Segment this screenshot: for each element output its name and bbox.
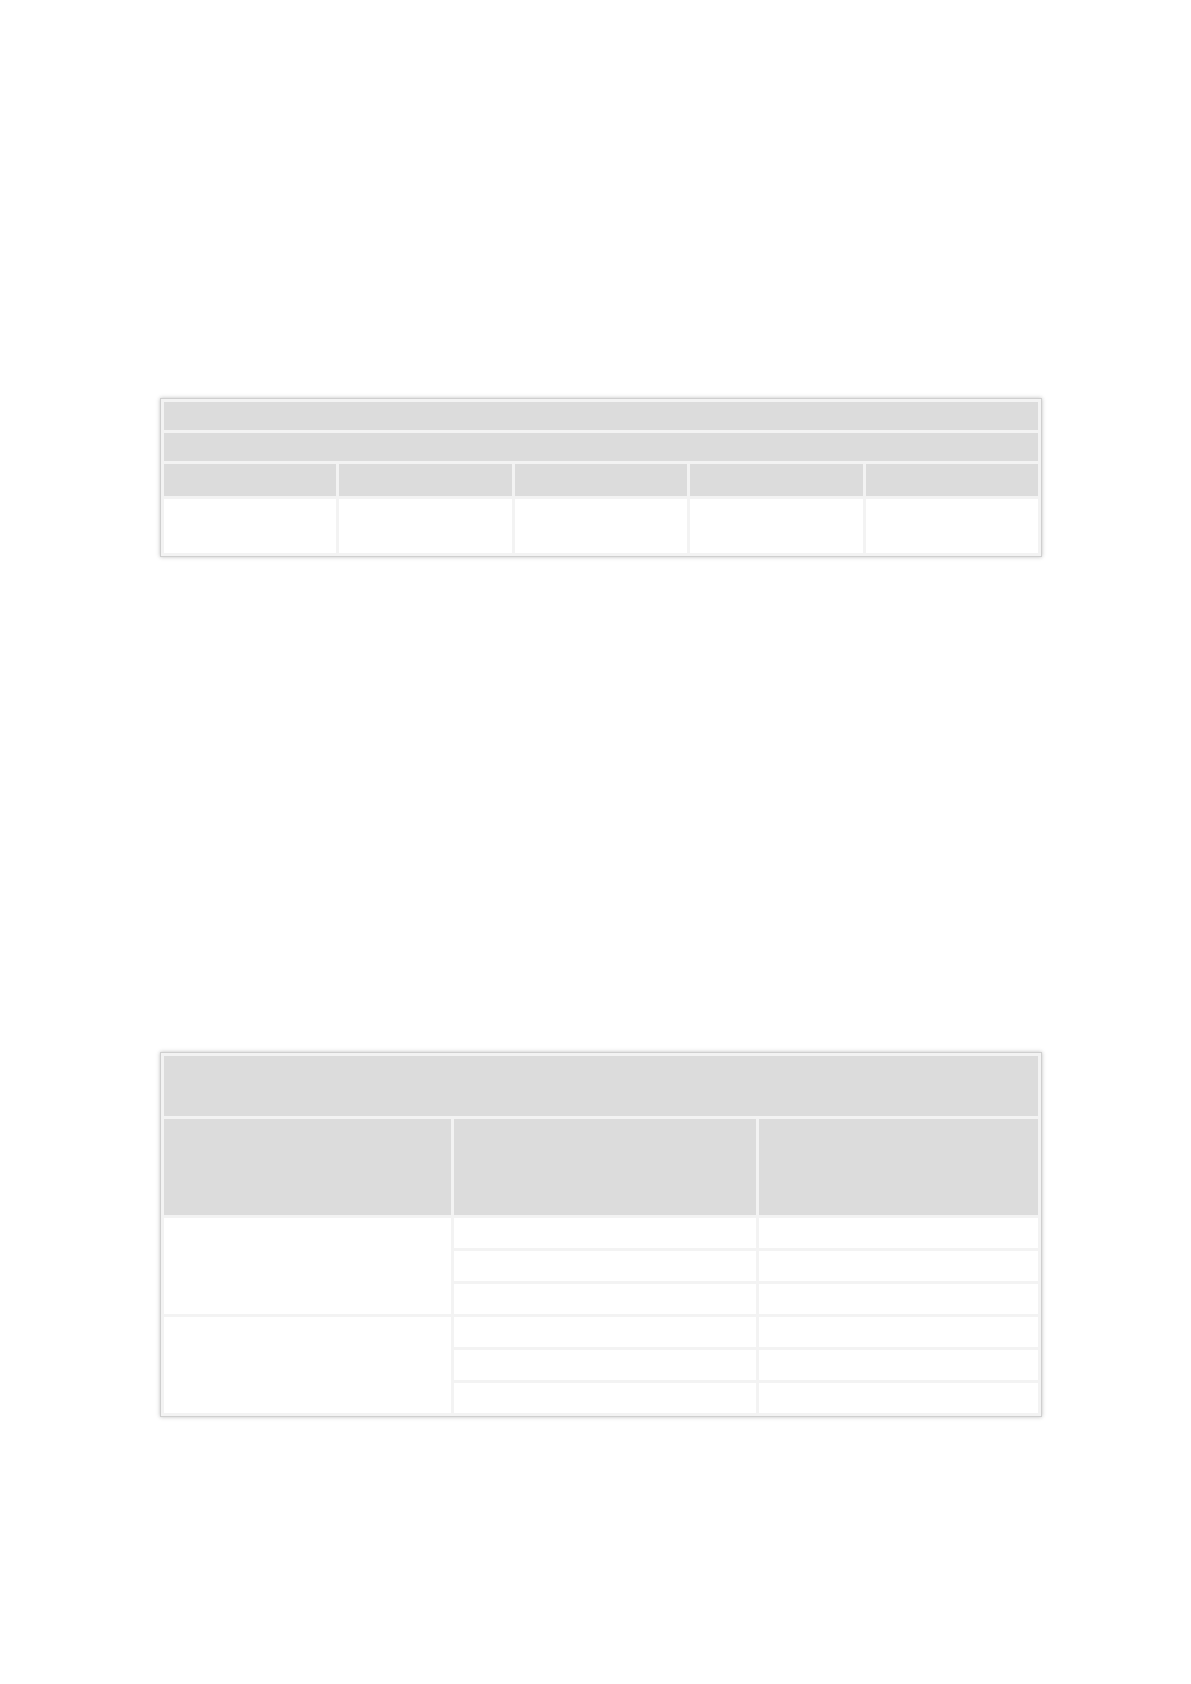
form-cell — [759, 1284, 1038, 1314]
table-header-cell — [515, 464, 687, 496]
intro-line — [170, 171, 1036, 202]
table-header-cell — [866, 464, 1038, 496]
table-header-cell — [690, 464, 862, 496]
future-line — [170, 986, 1036, 1017]
translation-line — [170, 728, 1036, 759]
form-cell — [759, 1251, 1038, 1281]
section-heading-future — [170, 800, 510, 831]
future-line — [170, 893, 1036, 924]
section-heading-perfect — [170, 244, 510, 275]
perfect-line — [170, 306, 1036, 337]
translation-line — [170, 1394, 1036, 1425]
future-line — [170, 924, 1036, 955]
perfect-translation-paragraph — [170, 604, 1036, 759]
table-cell — [515, 499, 687, 553]
future-line — [170, 955, 1036, 986]
table-header-cell — [164, 464, 336, 496]
column-header-example — [759, 1119, 1038, 1215]
future-translation-paragraph — [170, 1394, 1036, 1487]
gender-cell — [454, 1284, 756, 1314]
translation-line — [170, 635, 1036, 666]
perfect-paragraph — [170, 306, 1036, 368]
table-title — [164, 402, 1038, 430]
column-header-number — [164, 1119, 451, 1215]
translation-line — [170, 1425, 1036, 1456]
form-cell — [759, 1350, 1038, 1380]
perfect-line — [170, 337, 1036, 368]
intro-paragraph — [170, 140, 1036, 202]
intro-line — [170, 140, 1036, 171]
table-cell — [164, 499, 336, 553]
gender-cell — [454, 1251, 756, 1281]
table-caption — [164, 1056, 1038, 1116]
future-line — [170, 862, 1036, 893]
translation-line — [170, 697, 1036, 728]
translation-line — [170, 604, 1036, 635]
table-header-cell — [339, 464, 511, 496]
table-cell — [690, 499, 862, 553]
gender-cell — [454, 1350, 756, 1380]
form-cell — [759, 1218, 1038, 1248]
perfect-infinitive-table — [160, 398, 1042, 557]
future-paragraph — [170, 862, 1036, 1017]
future-infinitive-table — [160, 1052, 1042, 1417]
translation-line — [170, 1456, 1036, 1487]
number-cell — [164, 1218, 451, 1314]
column-header-gender — [454, 1119, 756, 1215]
gender-cell — [454, 1317, 756, 1347]
form-cell — [759, 1317, 1038, 1347]
table-cell — [866, 499, 1038, 553]
gender-cell — [454, 1218, 756, 1248]
translation-line — [170, 666, 1036, 697]
table-cell — [339, 499, 511, 553]
table-subtitle — [164, 433, 1038, 461]
